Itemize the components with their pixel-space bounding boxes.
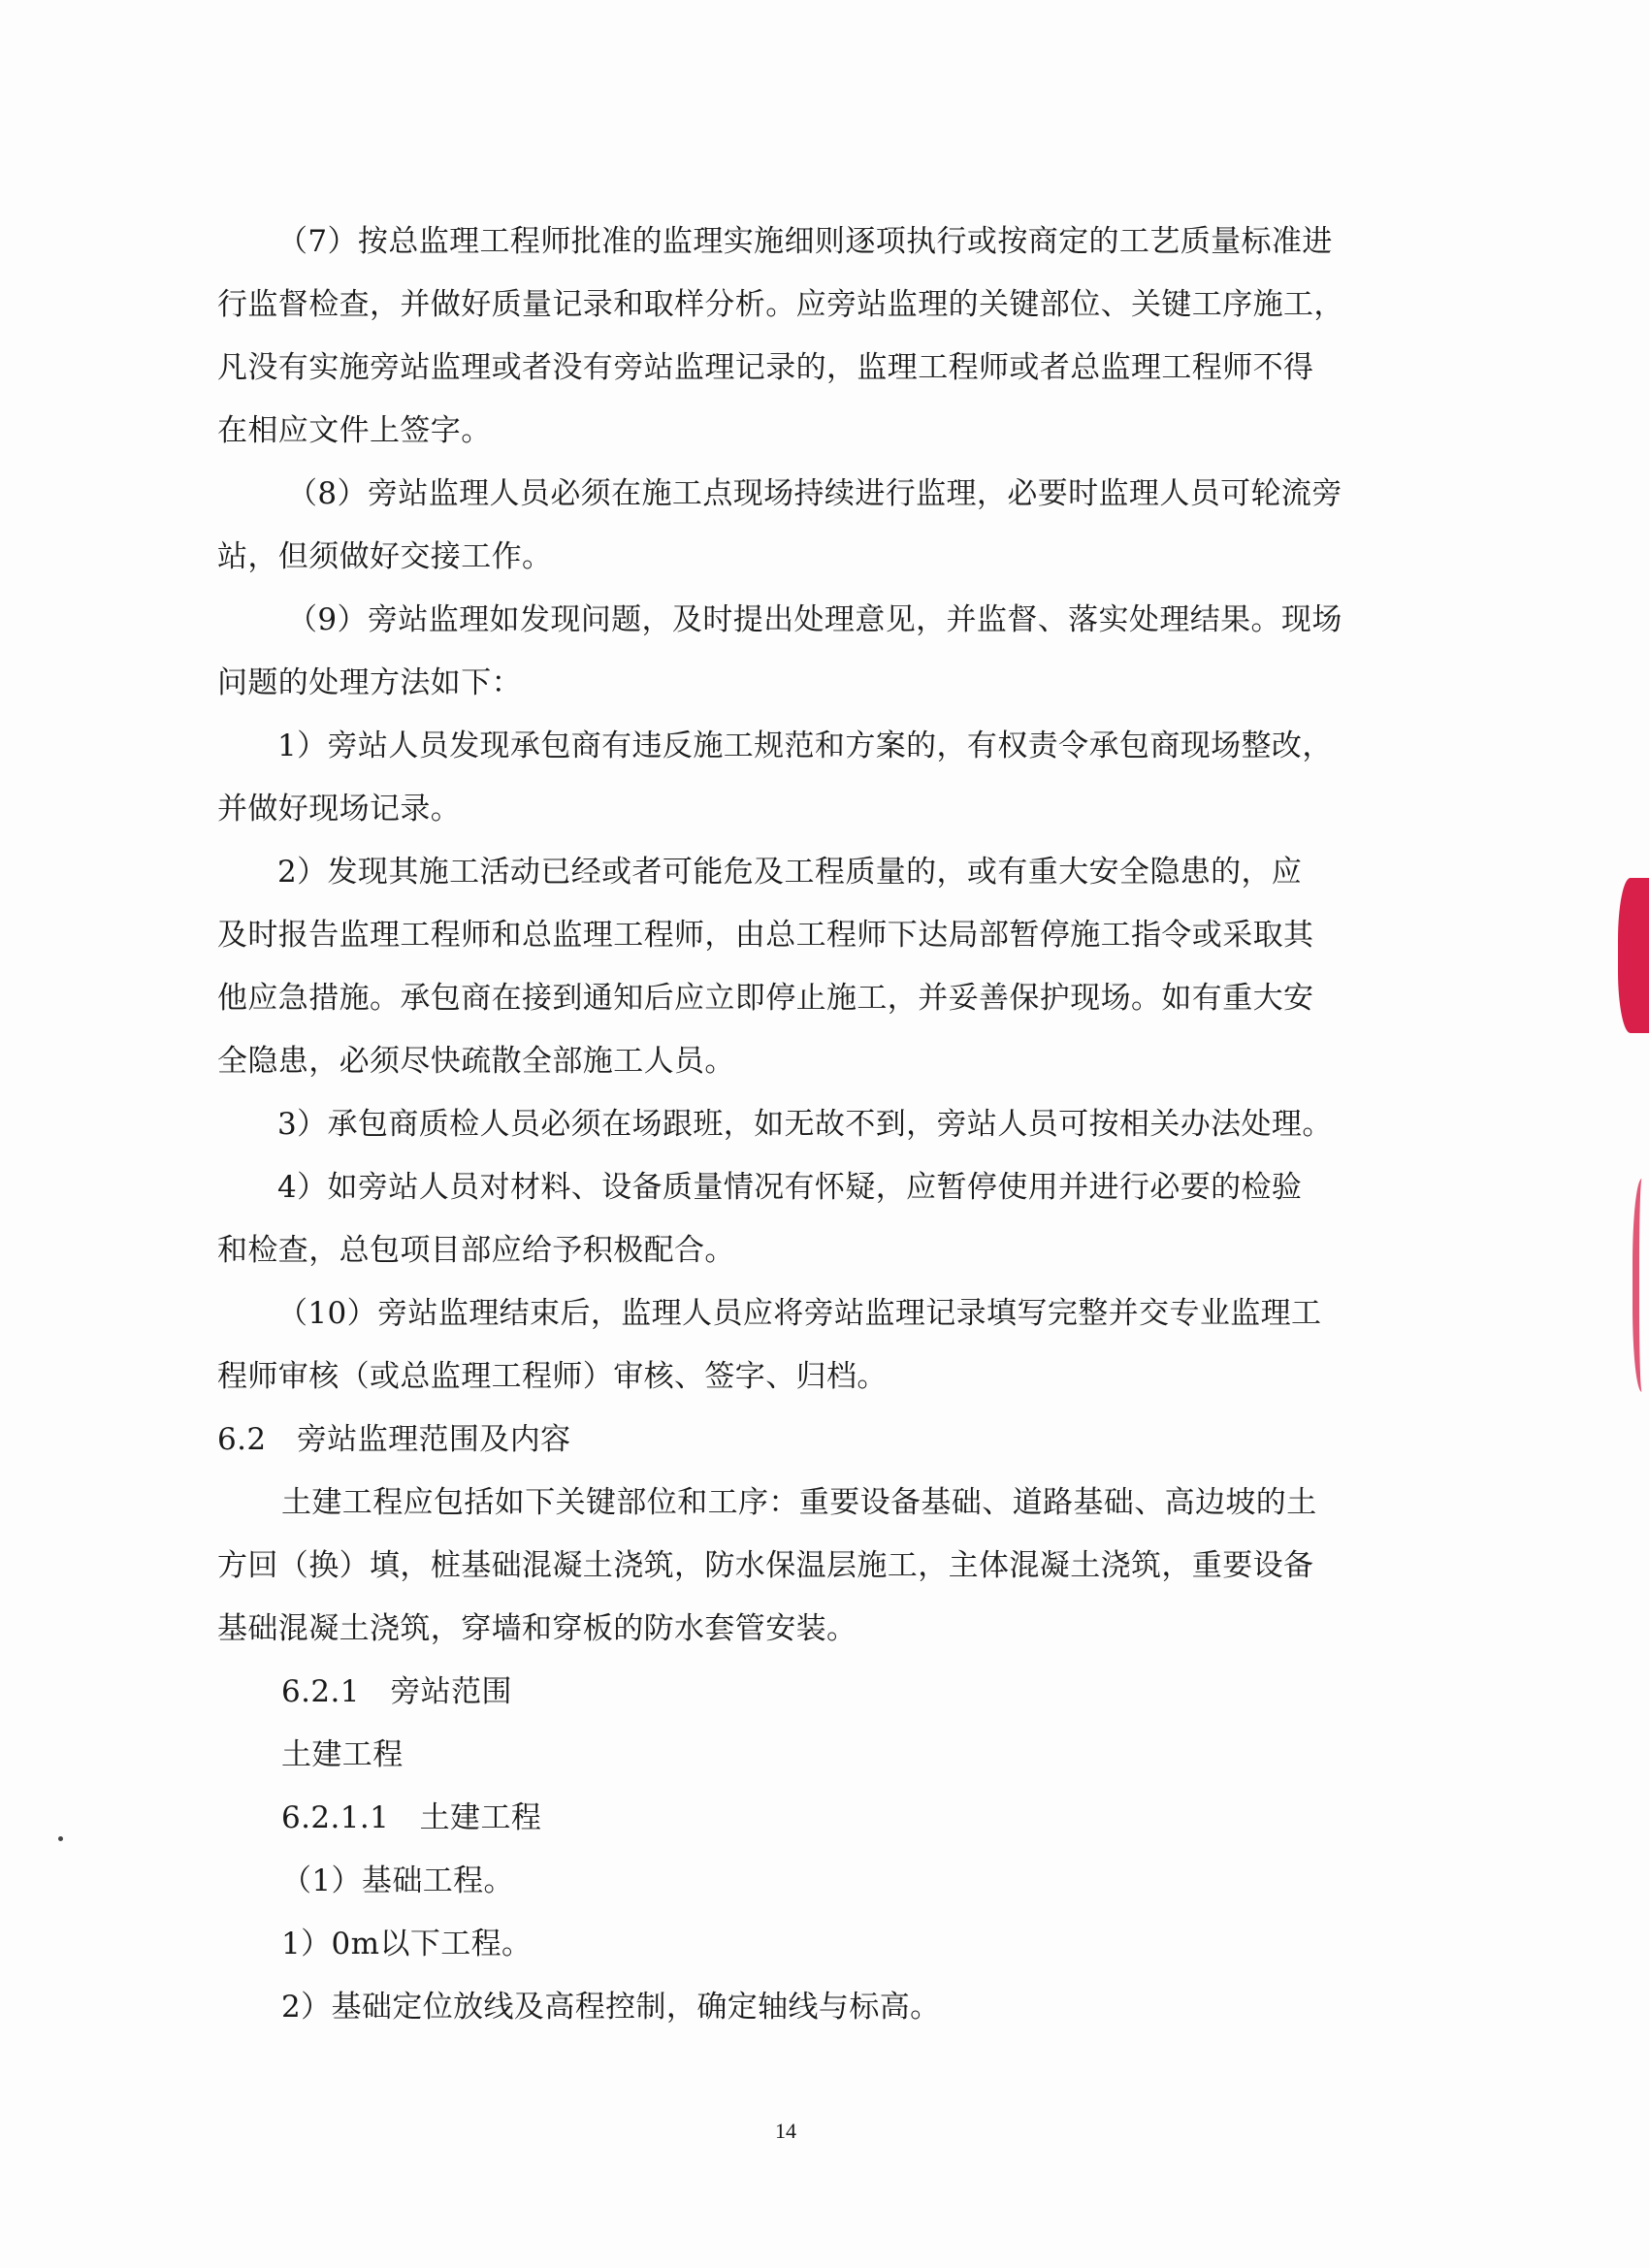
text-line: 土建工程 — [281, 1737, 404, 1772]
text-line: 土建工程应包括如下关键部位和工序：重要设备基础、道路基础、高边坡的土 — [281, 1485, 1317, 1520]
text-line: 凡没有实施旁站监理或者没有旁站监理记录的，监理工程师或者总监理工程师不得 — [217, 350, 1314, 385]
text-line: （1）基础工程。 — [281, 1863, 514, 1898]
text-line: （7）按总监理工程师批准的监理实施细则逐项执行或按商定的工艺质量标准进 — [277, 224, 1333, 259]
page-number: 14 — [775, 2119, 796, 2143]
seal-fragment — [1633, 1179, 1649, 1392]
text-line: （8）旁站监理人员必须在施工点现场持续进行监理，必要时监理人员可轮流旁 — [287, 476, 1342, 511]
subsection-heading: 6.2.1 旁站范围 — [281, 1674, 512, 1709]
text-line: （10）旁站监理结束后，监理人员应将旁站监理记录填写完整并交专业监理工 — [277, 1296, 1322, 1331]
section-heading: 6.2 旁站监理范围及内容 — [217, 1422, 571, 1457]
text-line: 4）如旁站人员对材料、设备质量情况有怀疑，应暂停使用并进行必要的检验 — [277, 1170, 1303, 1205]
text-line: 2）发现其施工活动已经或者可能危及工程质量的，或有重大安全隐患的，应 — [277, 855, 1303, 890]
scan-speck — [58, 1836, 63, 1841]
text-line: 行监督检查，并做好质量记录和取样分析。应旁站监理的关键部位、关键工序施工， — [217, 287, 1344, 322]
text-line: 程师审核（或总监理工程师）审核、签字、归档。 — [217, 1359, 888, 1394]
text-line: 在相应文件上签字。 — [217, 413, 492, 448]
text-line: 他应急措施。承包商在接到通知后应立即停止施工，并妥善保护现场。如有重大安 — [217, 981, 1314, 1016]
text-line: 基础混凝土浇筑，穿墙和穿板的防水套管安装。 — [217, 1611, 857, 1646]
text-line: （9）旁站监理如发现问题，及时提出处理意见，并监督、落实处理结果。现场 — [287, 602, 1342, 637]
text-line: 问题的处理方法如下： — [217, 665, 522, 700]
text-line: 全隐患，必须尽快疏散全部施工人员。 — [217, 1044, 735, 1079]
text-line: 站，但须做好交接工作。 — [217, 539, 553, 574]
text-line: 和检查，总包项目部应给予积极配合。 — [217, 1233, 735, 1268]
text-line: 方回（换）填，桩基础混凝土浇筑，防水保温层施工，主体混凝土浇筑，重要设备 — [217, 1548, 1314, 1583]
text-line: 及时报告监理工程师和总监理工程师，由总工程师下达局部暂停施工指令或采取其 — [217, 918, 1314, 953]
text-line: 1）旁站人员发现承包商有违反施工规范和方案的，有权责令承包商现场整改， — [277, 729, 1333, 763]
text-line: 2）基础定位放线及高程控制，确定轴线与标高。 — [281, 1990, 941, 2025]
text-line: 1）0m以下工程。 — [281, 1927, 533, 1961]
subsection-heading: 6.2.1.1 土建工程 — [281, 1800, 542, 1835]
text-line: 3）承包商质检人员必须在场跟班，如无故不到，旁站人员可按相关办法处理。 — [277, 1107, 1333, 1142]
text-line: 并做好现场记录。 — [217, 792, 462, 826]
seal-fragment — [1618, 878, 1649, 1033]
